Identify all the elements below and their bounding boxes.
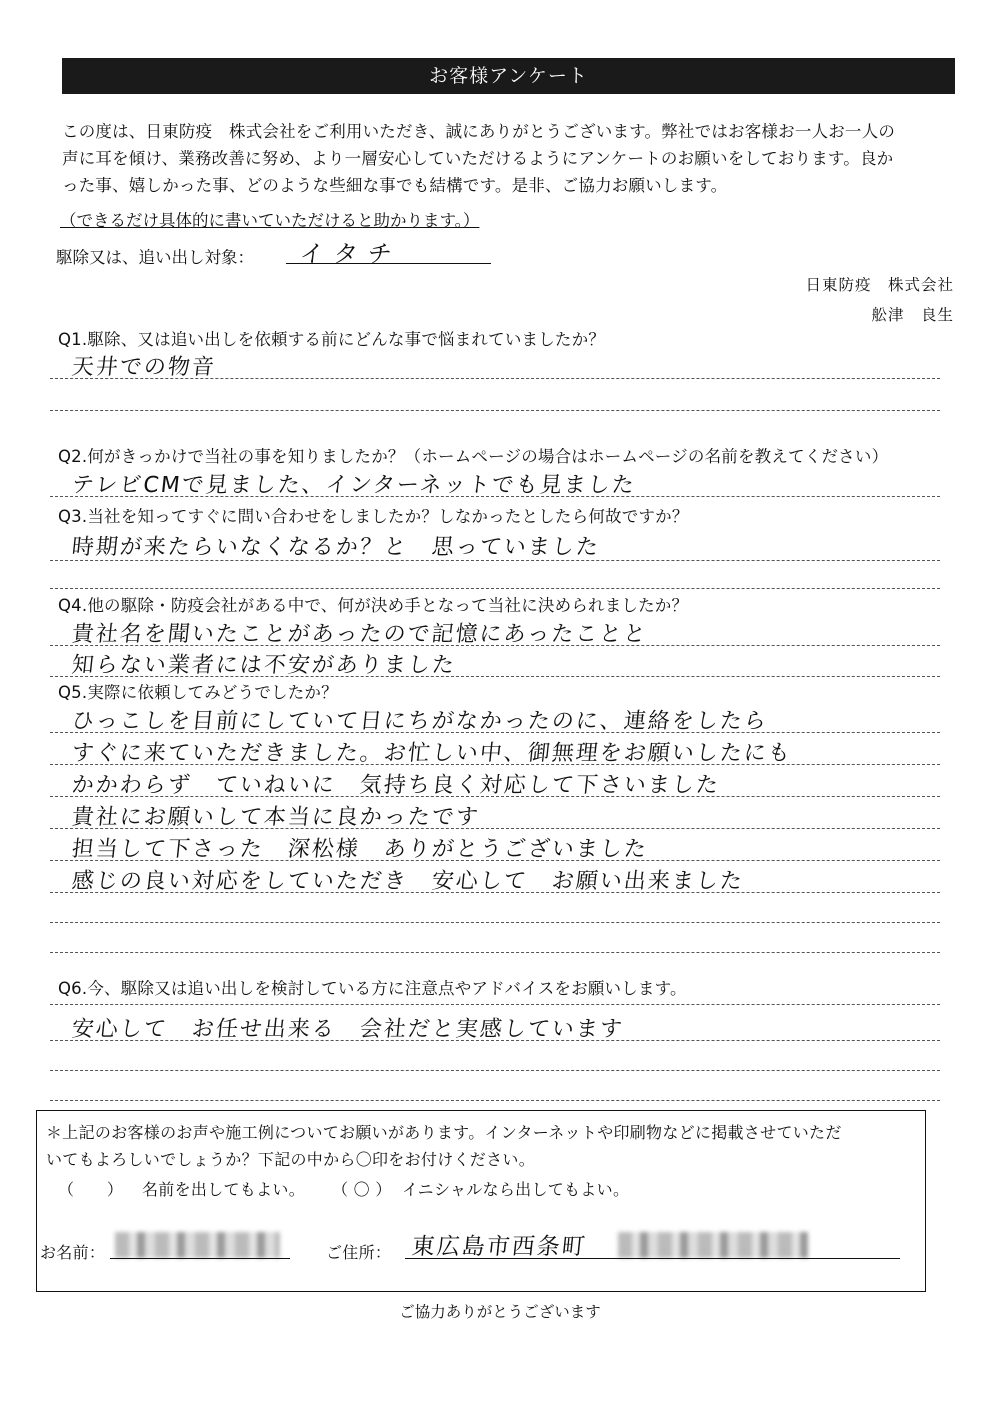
option-name-mark[interactable]: （ ） [58,1180,124,1199]
answer-rule [50,560,940,561]
answer-1-line-1: 天井での物音 [70,355,218,380]
survey-title: お客様アンケート [62,58,955,94]
intro-line-1: この度は、日東防疫 株式会社をご利用いただき、誠にありがとうございます。弊社ではお客様お一人お一人の [62,122,896,141]
answer-2-line-1: テレビCMで見ました、インターネットでも見ました [70,473,638,498]
answer-rule [50,378,940,379]
option-initial-label: イニシャルなら出してもよい。 [402,1180,630,1199]
company-name: 日東防疫 株式会社 [805,276,954,294]
footer-thanks: ご協力ありがとうございます [399,1303,601,1321]
option-initial-mark[interactable]: （ 〇 ） [332,1180,392,1199]
answer-rule [50,1004,940,1005]
answer-rule [50,860,940,861]
answer-3-line-1: 時期が来たらいなくなるか？と 思っていました [70,535,602,560]
company-person: 舩津 良生 [871,306,954,324]
answer-rule [50,828,940,829]
company-block [805,270,954,330]
target-value: イタチ [298,240,404,268]
intro-line-3: った事、嬉しかった事、どのような些細な事でも結構です。是非、ご協力お願いします。 [62,176,728,195]
answer-rule [50,796,940,797]
answer-4-line-1: 貴社名を聞いたことがあったので記憶にあったことと [70,622,649,647]
answer-5-line-4: 貴社にお願いして本当に良かったです [70,805,482,830]
name-underline [110,1258,290,1259]
question-2: Q2.何がきっかけで当社の事を知りましたか？（ホームページの場合はホームページの名前を教えてください） [58,447,889,466]
question-6: Q6.今、駆除又は追い出しを検討している方に注意点やアドバイスをお願いします。 [58,979,687,998]
specific-note: （できるだけ具体的に書いていただけると助かります。） [60,211,480,230]
question-4: Q4.他の駆除・防疫会社がある中で、何が決め手となって当社に決められましたか？ [58,596,689,615]
option-name-label: 名前を出してもよい。 [142,1180,306,1199]
answer-rule [50,764,940,765]
answer-rule [50,1040,940,1041]
question-3: Q3.当社を知ってすぐに問い合わせをしましたか？しなかったとしたら何故ですか？ [58,507,689,526]
address-value: 東広島市西条町 [410,1234,589,1260]
answer-rule [50,732,940,733]
redacted-name [115,1232,280,1258]
answer-rule [50,892,940,893]
answer-5-line-1: ひっこしを目前にしていて日にちがなかったのに、連絡をしたら [70,709,770,734]
answer-5-line-2: すぐに来ていただきました。お忙しい中、御無理をお願いしたにも [70,741,794,766]
target-label: 駆除又は、追い出し対象： [56,248,254,267]
answer-5-line-3: かかわらず ていねいに 気持ち良く対応して下さいました [70,773,722,798]
answer-rule [50,952,940,953]
address-label: ご住所： [326,1243,392,1262]
target-underline [286,263,491,264]
answer-rule [50,588,940,589]
consent-line-1: ＊上記のお客様のお声や施工例についてお願いがあります。インターネットや印刷物などに掲載させていただ [46,1123,842,1142]
intro-text [62,118,960,199]
name-label: お名前： [40,1243,106,1262]
answer-5-line-6: 感じの良い対応をしていただき 安心して お願い出来ました [70,869,746,894]
address-underline [405,1258,900,1259]
redacted-address [618,1232,808,1258]
answer-rule [50,496,940,497]
consent-line-2: いてもよろしいでしょうか？下記の中から〇印をお付けください。 [46,1150,536,1169]
answer-5-line-5: 担当して下さった 深松様 ありがとうございました [70,837,650,862]
answer-rule [50,410,940,411]
question-5: Q5.実際に依頼してみどうでしたか？ [58,683,338,702]
answer-6-line-1: 安心して お任せ出来る 会社だと実感しています [70,1017,626,1042]
answer-rule [50,922,940,923]
answer-rule [50,645,940,646]
answer-rule [50,1070,940,1071]
answer-4-line-2: 知らない業者には不安がありました [70,653,458,678]
question-1: Q1.駆除、又は追い出しを依頼する前にどんな事で悩まれていましたか？ [58,330,606,349]
answer-rule [50,676,940,677]
intro-line-2: 声に耳を傾け、業務改善に努め、より一層安心していただけるようにアンケートのお願いをしております。良か [62,149,894,168]
answer-rule [50,1100,940,1101]
